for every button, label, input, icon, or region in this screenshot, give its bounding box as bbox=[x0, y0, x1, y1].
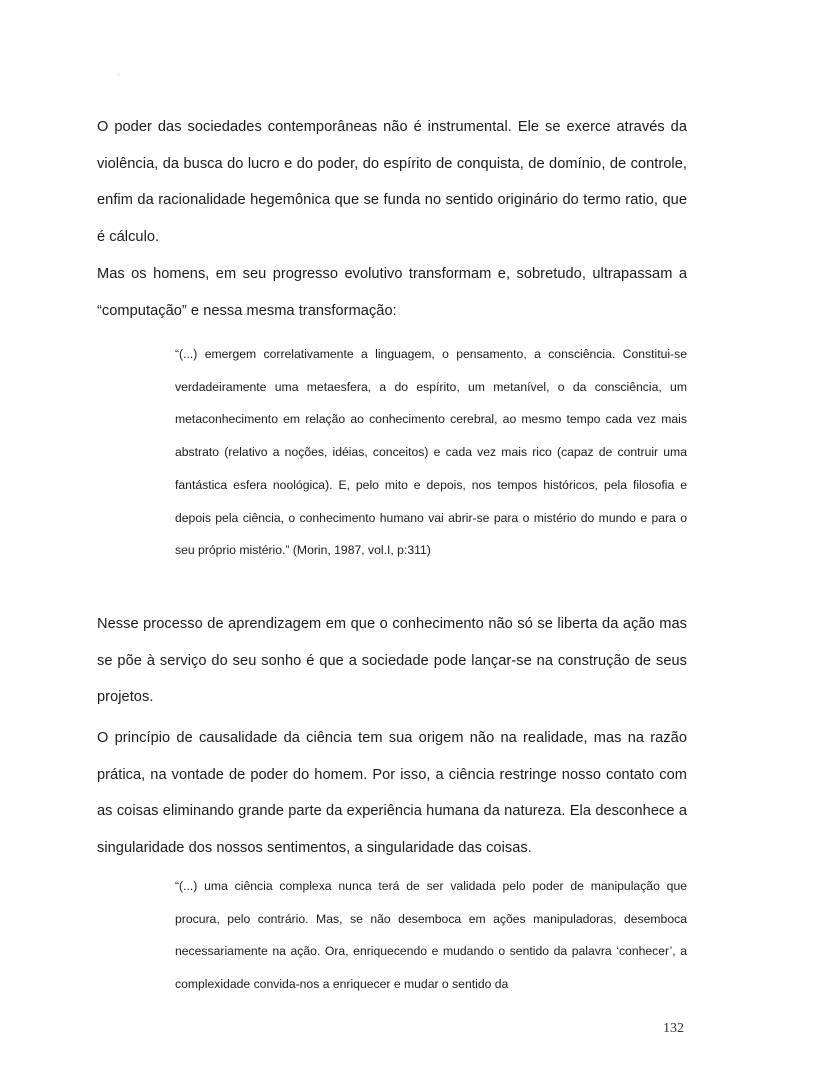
body-paragraph-power: O poder das sociedades contemporâneas não é instrumental. Ele se exerce através da violência, da busca do lucro e do poder, do espírito de conquista, de domínio, de controle, enfim da racionalidade hegemônica que se funda no sentido originário do termo ratio, que é cálculo. bbox=[97, 119, 687, 245]
page-number: 132 bbox=[663, 1021, 684, 1036]
body-paragraph-causality: O princípio de causalidade da ciência tem sua origem não na realidade, mas na razão prática, na vontade de poder do homem. Por isso, a ciência restringe nosso contato com as coisas eliminando grande parte da experiência humana da natureza. Ela desconhece a singularidade dos nossos sentimentos, a singularidade das coisas. bbox=[97, 730, 687, 856]
block-quote-complex-science: “(...) uma ciência complexa nunca terá de ser validada pelo poder de manipulação que procura, pelo contrário. Mas, se não desemboca em ações manipuladoras, desemboca necessariamente na ação. Ora, enriquecendo e mudando o sentido da palavra ‘conhecer’, a complexidade convida-nos a enriquecer e mudar o sentido da bbox=[175, 879, 687, 992]
block-quote-morin: “(...) emergem correlativamente a linguagem, o pensamento, a consciência. Constitui-se verdadeiramente uma metaesfera, a do espírito, um metanível, o da consciência, um metaconhecimento em relação ao conhecimento cerebral, ao mesmo tempo cada vez mais abstrato (relativo a noções, idéias, conceitos) e cada vez mais rico (capaz de contruir uma fantástica esfera noológica). E, pelo mito e depois, nos tempos históricos, pela filosofia e depois pela ciência, o conhecimento humano vai abrir-se para o mistério do mundo e para o seu próprio mistério.” (Morin, 1987, vol.I, p:311) bbox=[175, 347, 687, 558]
body-paragraph-computation: Mas os homens, em seu progresso evolutivo transformam e, sobretudo, ultrapassam a “computação” e nessa mesma transformação: bbox=[97, 266, 687, 319]
body-paragraph-learning: Nesse processo de aprendizagem em que o conhecimento não só se liberta da ação mas se põe à serviço do seu sonho é que a sociedade pode lançar-se na construção de seus projetos. bbox=[97, 616, 687, 705]
scan-speck bbox=[118, 74, 119, 75]
